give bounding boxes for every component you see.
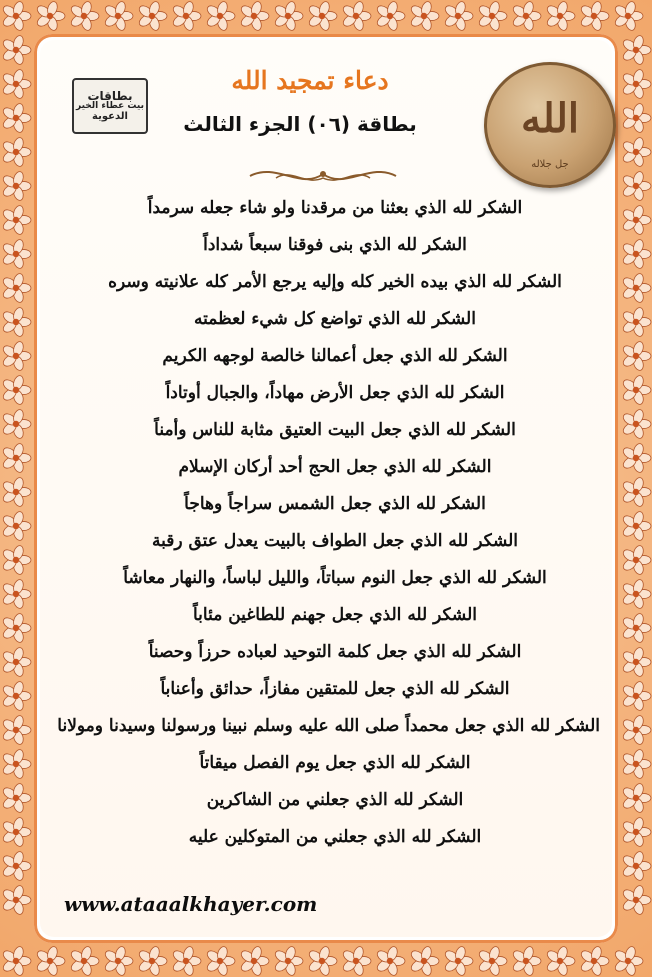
border-flower [341, 945, 371, 976]
border-flower [409, 945, 439, 976]
stamp-line-2: بيت عطاء الخير [76, 101, 144, 112]
border-flower [137, 0, 167, 31]
border-flower [171, 0, 201, 31]
border-flower [621, 544, 651, 575]
border-flower [443, 945, 473, 976]
border-flower [621, 612, 651, 643]
border-flower [511, 945, 541, 976]
border-flower [621, 578, 651, 609]
border-flower [1, 374, 31, 405]
border-flower [1, 102, 31, 133]
border-flower [545, 0, 575, 31]
prayer-line: الشكر لله الذي بيده الخير كله وإليه يرجع الأمر كله علانيته وسره [108, 272, 562, 292]
border-flower [1, 238, 31, 269]
border-flower [511, 0, 541, 31]
border-flower [1, 544, 31, 575]
prayer-line: الشكر لله الذي جعل الطواف بالبيت يعدل عتق رقبة [151, 531, 519, 551]
prayer-line: الشكر لله الذي جعل الأرض مهاداً، والجبال أوتاداً [165, 383, 505, 403]
stamp-line-1: بطاقات [87, 88, 133, 103]
website-url: www.ataaalkhayer.com [64, 892, 318, 916]
border-flower [621, 34, 651, 65]
border-flower [1, 646, 31, 677]
emblem-caption: جل جلاله [531, 159, 569, 170]
border-flower [621, 646, 651, 677]
prayer-line: الشكر لله الذي جعلني من المتوكلين عليه [188, 827, 482, 847]
border-flower [137, 945, 167, 976]
prayer-text [57, 190, 600, 856]
prayer-line: الشكر لله الذي جعل البيت العتيق مثابة للناس وأمناً [154, 420, 516, 440]
border-flower [1, 34, 31, 65]
border-flower [477, 945, 507, 976]
prayer-line: الشكر لله الذي جعلني من الشاكرين [206, 790, 464, 810]
prayer-line: الشكر لله الذي جعل أعمالنا خالصة لوجهه الكريم [162, 346, 508, 366]
prayer-line: الشكر لله الذي بنى فوقنا سبعاً شداداً [203, 235, 467, 255]
prayer-line: الشكر لله الذي تواضع كل شيء لعظمته [194, 309, 476, 329]
border-flower [69, 945, 99, 976]
prayer-line: الشكر لله الذي جعل النوم سباتاً، والليل لباساً، والنهار معاشاً [123, 568, 547, 588]
border-flower [1, 748, 31, 779]
border-flower [171, 945, 201, 976]
border-flower [621, 374, 651, 405]
prayer-line: الشكر لله الذي جعل كلمة التوحيد لعباده حرزاً وحصناً [148, 642, 522, 662]
border-flower [579, 0, 609, 31]
border-flower [375, 945, 405, 976]
border-flower [1, 816, 31, 847]
border-flower [1, 680, 31, 711]
border-flower [103, 0, 133, 31]
border-flower [1, 442, 31, 473]
border-flower [477, 0, 507, 31]
border-flower [621, 272, 651, 303]
border-flower [621, 238, 651, 269]
border-flower [621, 510, 651, 541]
border-flower [621, 748, 651, 779]
prayer-line: الشكر لله الذي جعل يوم الفصل ميقاتاً [199, 753, 471, 773]
border-flower [273, 945, 303, 976]
border-flower [1, 272, 31, 303]
border-flower [273, 0, 303, 31]
border-flower [1, 714, 31, 745]
border-flower [621, 408, 651, 439]
border-flower [1, 170, 31, 201]
border-flower [1, 408, 31, 439]
border-flower [69, 0, 99, 31]
border-flower [409, 0, 439, 31]
prayer-line: الشكر لله الذي جعل الحج أحد أركان الإسلام [178, 457, 492, 477]
border-flower [621, 102, 651, 133]
border-flower [1, 340, 31, 371]
border-flower [307, 0, 337, 31]
emblem-calligraphy: الله [521, 95, 579, 142]
border-flower [35, 945, 65, 976]
border-flower [1, 945, 31, 976]
border-flower [239, 0, 269, 31]
border-flower [621, 850, 651, 881]
border-flower [443, 0, 473, 31]
border-flower [1, 612, 31, 643]
border-flower [307, 945, 337, 976]
border-flower [35, 0, 65, 31]
border-flower [205, 945, 235, 976]
border-flower [1, 306, 31, 337]
border-flower [621, 680, 651, 711]
border-flower [1, 782, 31, 813]
border-flower [621, 714, 651, 745]
border-flower [1, 68, 31, 99]
divider-ornament-icon [246, 160, 400, 190]
border-flower [621, 816, 651, 847]
border-flower [1, 136, 31, 167]
border-flower [621, 884, 651, 915]
border-flower [1, 0, 31, 31]
border-flower [613, 0, 643, 31]
border-flower [1, 510, 31, 541]
border-flower [205, 0, 235, 31]
stamp-line-3: الدعوية [92, 110, 128, 122]
page-subtitle: بطاقة (٠٦) الجزء الثالث [183, 112, 417, 136]
prayer-line: الشكر لله الذي بعثنا من مرقدنا ولو شاء جعله سرمداً [147, 198, 523, 218]
prayer-line: الشكر لله الذي جعل للمتقين مفازاً، حدائق وأعناباً [160, 679, 510, 699]
border-flower [239, 945, 269, 976]
prayer-line: الشكر لله الذي جعل جهنم للطاغين مئاباً [193, 605, 477, 625]
border-flower [103, 945, 133, 976]
border-flower [545, 945, 575, 976]
border-flower [621, 136, 651, 167]
border-flower [375, 0, 405, 31]
border-flower [621, 442, 651, 473]
border-flower [1, 850, 31, 881]
border-flower [1, 884, 31, 915]
border-flower [1, 204, 31, 235]
border-flower [621, 782, 651, 813]
border-flower [621, 306, 651, 337]
border-flower [341, 0, 371, 31]
allah-emblem [484, 62, 616, 188]
prayer-line: الشكر لله الذي جعل محمداً صلى الله عليه وسلم نبينا ورسولنا وسيدنا ومولانا [57, 716, 600, 736]
border-flower [579, 945, 609, 976]
prayer-line: الشكر لله الذي جعل الشمس سراجاً وهاجاً [184, 494, 486, 514]
border-flower [613, 945, 643, 976]
border-flower [621, 170, 651, 201]
publisher-stamp [72, 78, 148, 134]
page-title: دعاء تمجيد الله [231, 66, 389, 95]
border-flower [621, 340, 651, 371]
border-flower [621, 204, 651, 235]
border-flower [621, 476, 651, 507]
border-flower [1, 476, 31, 507]
border-flower [1, 578, 31, 609]
border-flower [621, 68, 651, 99]
